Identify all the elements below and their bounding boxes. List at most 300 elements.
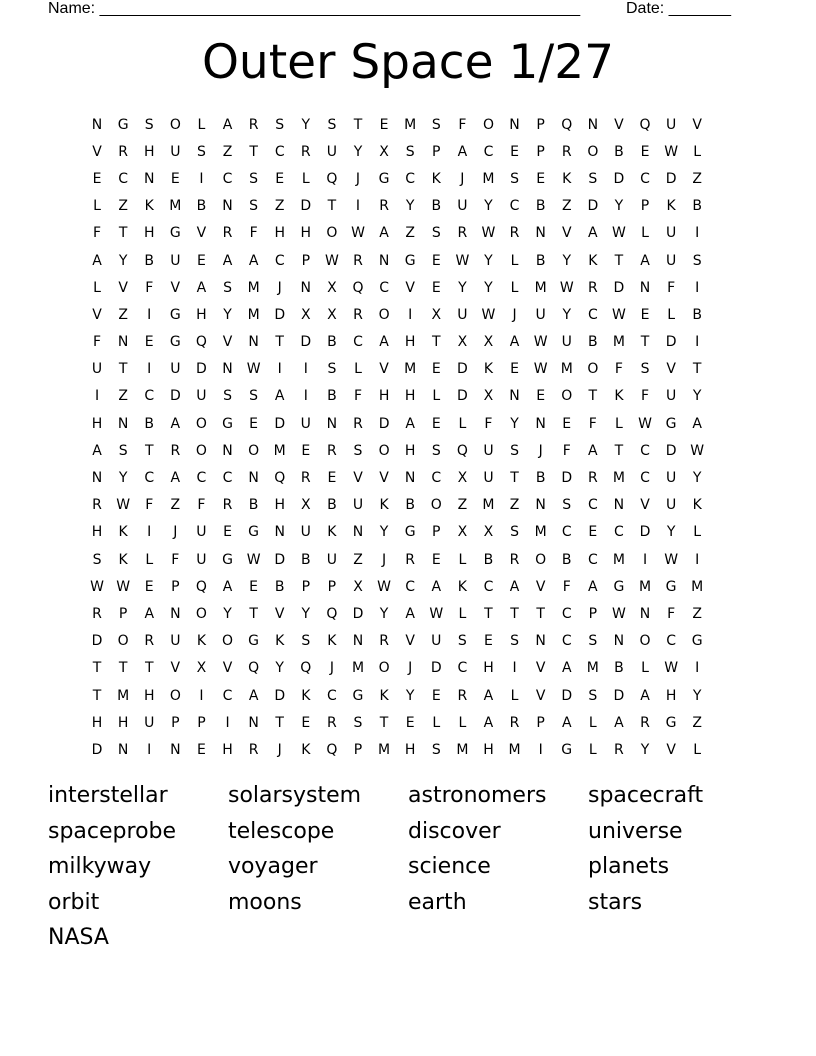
grid-letter[interactable]: I <box>408 306 413 323</box>
grid-letter[interactable]: L <box>432 714 441 731</box>
grid-letter[interactable]: M <box>404 361 417 378</box>
grid-letter[interactable]: T <box>510 470 519 487</box>
grid-letter[interactable]: O <box>639 633 651 650</box>
grid-letter[interactable]: A <box>274 388 285 405</box>
grid-letter[interactable]: P <box>171 578 180 595</box>
grid-letter[interactable]: S <box>431 741 441 758</box>
grid-letter[interactable]: T <box>692 361 702 378</box>
grid-letter[interactable]: R <box>118 143 128 160</box>
grid-letter[interactable]: H <box>143 687 155 704</box>
grid-letter[interactable]: W <box>690 442 705 459</box>
grid-letter[interactable]: U <box>196 524 207 541</box>
grid-letter[interactable]: I <box>147 361 152 378</box>
grid-letter[interactable]: S <box>510 633 519 650</box>
grid-letter[interactable]: R <box>248 741 259 758</box>
grid-letter[interactable]: Z <box>457 497 468 514</box>
grid-letter[interactable]: F <box>353 388 363 405</box>
grid-letter[interactable]: S <box>223 388 232 405</box>
grid-letter[interactable]: G <box>222 415 233 432</box>
grid-letter[interactable]: O <box>195 605 207 622</box>
grid-letter[interactable]: S <box>249 198 259 215</box>
grid-letter[interactable]: W <box>612 605 626 622</box>
grid-letter[interactable]: A <box>561 714 572 731</box>
grid-letter[interactable]: C <box>196 470 207 487</box>
grid-letter[interactable]: N <box>117 334 129 351</box>
grid-letter[interactable]: K <box>196 633 207 650</box>
grid-letter[interactable]: A <box>588 225 598 242</box>
grid-letter[interactable]: Z <box>170 497 181 514</box>
grid-letter[interactable]: U <box>483 442 494 459</box>
grid-letter[interactable]: N <box>143 170 155 187</box>
grid-letter[interactable]: S <box>275 116 285 133</box>
grid-letter[interactable]: R <box>561 143 572 160</box>
grid-letter[interactable]: M <box>508 741 521 758</box>
grid-letter[interactable]: Q <box>326 170 338 187</box>
grid-letter[interactable]: E <box>249 415 259 432</box>
grid-letter[interactable]: X <box>379 143 389 160</box>
grid-letter[interactable]: V <box>274 605 285 622</box>
grid-letter[interactable]: A <box>170 415 181 432</box>
grid-letter[interactable]: V <box>379 361 389 378</box>
grid-letter[interactable]: V <box>666 361 676 378</box>
grid-letter[interactable]: D <box>196 361 207 378</box>
grid-letter[interactable]: G <box>561 741 573 758</box>
grid-letter[interactable]: B <box>327 497 337 514</box>
grid-letter[interactable]: L <box>588 714 597 731</box>
grid-letter[interactable]: D <box>378 415 390 432</box>
grid-letter[interactable]: L <box>197 116 206 133</box>
grid-letter[interactable]: A <box>588 442 598 459</box>
grid-letter[interactable]: X <box>483 334 494 351</box>
grid-letter[interactable]: B <box>144 415 155 432</box>
grid-letter[interactable]: E <box>144 578 154 595</box>
grid-letter[interactable]: X <box>483 524 494 541</box>
grid-letter[interactable]: L <box>693 741 702 758</box>
grid-letter[interactable]: H <box>91 524 103 541</box>
grid-letter[interactable]: G <box>117 116 129 133</box>
grid-letter[interactable]: I <box>147 306 152 323</box>
grid-letter[interactable]: O <box>195 415 207 432</box>
grid-letter[interactable]: S <box>431 442 441 459</box>
grid-letter[interactable]: W <box>612 225 626 242</box>
grid-letter[interactable]: B <box>196 198 207 215</box>
grid-letter[interactable]: C <box>274 252 285 269</box>
grid-letter[interactable]: Y <box>223 306 232 323</box>
grid-letter[interactable]: I <box>277 361 282 378</box>
grid-letter[interactable]: A <box>248 252 259 269</box>
grid-letter[interactable]: M <box>560 361 573 378</box>
grid-letter[interactable]: E <box>510 143 519 160</box>
grid-letter[interactable]: Z <box>509 497 520 514</box>
grid-letter[interactable]: I <box>303 388 308 405</box>
grid-letter[interactable]: A <box>222 578 233 595</box>
grid-letter[interactable]: C <box>509 198 520 215</box>
grid-letter[interactable]: U <box>300 415 311 432</box>
grid-letter[interactable]: S <box>457 633 467 650</box>
grid-letter[interactable]: N <box>639 605 651 622</box>
grid-letter[interactable]: D <box>665 442 677 459</box>
grid-letter[interactable]: K <box>483 361 494 378</box>
grid-letter[interactable]: G <box>665 415 677 432</box>
grid-letter[interactable]: A <box>692 415 702 432</box>
grid-letter[interactable]: Y <box>301 605 311 622</box>
grid-letter[interactable]: S <box>301 633 311 650</box>
grid-letter[interactable]: A <box>561 660 572 677</box>
grid-letter[interactable]: T <box>588 388 598 405</box>
grid-letter[interactable]: N <box>91 116 103 133</box>
grid-letter[interactable]: G <box>169 306 181 323</box>
grid-letter[interactable]: N <box>248 470 259 487</box>
grid-letter[interactable]: A <box>222 116 233 133</box>
grid-letter[interactable]: A <box>509 578 520 595</box>
grid-letter[interactable]: N <box>378 252 390 269</box>
grid-letter[interactable]: W <box>664 551 679 568</box>
grid-letter[interactable]: C <box>222 170 233 187</box>
grid-letter[interactable]: W <box>246 551 261 568</box>
grid-letter[interactable]: R <box>222 497 233 514</box>
grid-letter[interactable]: C <box>561 633 572 650</box>
grid-letter[interactable]: X <box>301 306 311 323</box>
grid-letter[interactable]: A <box>457 143 468 160</box>
grid-letter[interactable]: A <box>640 687 650 704</box>
grid-letter[interactable]: A <box>405 605 415 622</box>
grid-letter[interactable]: F <box>667 279 676 296</box>
grid-letter[interactable]: U <box>561 334 572 351</box>
grid-letter[interactable]: F <box>145 279 154 296</box>
grid-letter[interactable]: U <box>196 551 207 568</box>
grid-letter[interactable]: Z <box>118 306 128 323</box>
grid-letter[interactable]: L <box>458 415 467 432</box>
grid-letter[interactable]: P <box>536 714 545 731</box>
grid-letter[interactable]: K <box>327 524 337 541</box>
grid-letter[interactable]: K <box>144 198 154 215</box>
grid-letter[interactable]: A <box>509 334 520 351</box>
grid-letter[interactable]: W <box>116 578 131 595</box>
grid-letter[interactable]: V <box>614 116 624 133</box>
grid-letter[interactable]: E <box>431 415 441 432</box>
grid-letter[interactable]: H <box>404 388 416 405</box>
grid-letter[interactable]: Y <box>692 470 702 487</box>
grid-letter[interactable]: X <box>457 524 468 541</box>
grid-letter[interactable]: N <box>117 415 129 432</box>
grid-letter[interactable]: S <box>196 143 206 160</box>
grid-letter[interactable]: L <box>510 687 519 704</box>
grid-letter[interactable]: E <box>405 714 415 731</box>
grid-letter[interactable]: Y <box>484 198 493 215</box>
grid-letter[interactable]: S <box>118 442 128 459</box>
grid-letter[interactable]: U <box>665 252 677 269</box>
grid-letter[interactable]: K <box>431 170 441 187</box>
grid-letter[interactable]: F <box>197 497 206 514</box>
grid-letter[interactable]: S <box>431 225 441 242</box>
grid-letter[interactable]: P <box>536 143 545 160</box>
grid-letter[interactable]: L <box>510 252 519 269</box>
grid-letter[interactable]: V <box>535 660 546 677</box>
grid-letter[interactable]: K <box>379 497 389 514</box>
grid-letter[interactable]: N <box>613 633 625 650</box>
grid-letter[interactable]: U <box>665 497 677 514</box>
grid-letter[interactable]: O <box>378 442 390 459</box>
grid-letter[interactable]: E <box>301 714 311 731</box>
grid-letter[interactable]: C <box>614 524 624 541</box>
grid-letter[interactable]: D <box>274 687 286 704</box>
grid-letter[interactable]: S <box>510 524 519 541</box>
grid-letter[interactable]: Z <box>118 388 128 405</box>
grid-letter[interactable]: K <box>588 252 598 269</box>
grid-letter[interactable]: A <box>483 714 494 731</box>
grid-letter[interactable]: T <box>510 605 519 622</box>
grid-letter[interactable]: P <box>640 198 650 215</box>
grid-letter[interactable]: R <box>222 225 233 242</box>
grid-letter[interactable]: N <box>274 524 285 541</box>
grid-letter[interactable]: B <box>692 306 702 323</box>
grid-letter[interactable]: Y <box>692 388 702 405</box>
grid-letter[interactable]: V <box>379 470 389 487</box>
grid-letter[interactable]: V <box>561 225 572 242</box>
grid-letter[interactable]: J <box>460 170 465 187</box>
grid-letter[interactable]: U <box>457 198 468 215</box>
grid-letter[interactable]: E <box>196 252 206 269</box>
grid-letter[interactable]: R <box>300 143 311 160</box>
grid-letter[interactable]: T <box>249 143 258 160</box>
grid-letter[interactable]: D <box>665 170 677 187</box>
grid-letter[interactable]: B <box>274 578 285 595</box>
grid-letter[interactable]: O <box>169 687 181 704</box>
grid-letter[interactable]: E <box>379 116 389 133</box>
grid-letter[interactable]: M <box>691 578 704 595</box>
grid-letter[interactable]: L <box>693 143 702 160</box>
grid-letter[interactable]: T <box>92 687 102 704</box>
name-field[interactable]: Name: ______________________________________________________ <box>48 0 581 17</box>
grid-letter[interactable]: K <box>666 198 676 215</box>
grid-letter[interactable]: Y <box>301 116 311 133</box>
grid-letter[interactable]: Q <box>195 578 207 595</box>
grid-letter[interactable]: F <box>614 361 623 378</box>
grid-letter[interactable]: S <box>144 116 154 133</box>
grid-letter[interactable]: R <box>457 687 468 704</box>
grid-letter[interactable]: N <box>404 470 416 487</box>
grid-letter[interactable]: H <box>483 741 494 758</box>
grid-letter[interactable]: H <box>91 714 103 731</box>
grid-letter[interactable]: E <box>92 170 102 187</box>
grid-letter[interactable]: P <box>432 524 441 541</box>
grid-letter[interactable]: R <box>509 225 520 242</box>
grid-letter[interactable]: U <box>326 143 338 160</box>
grid-letter[interactable]: V <box>535 578 546 595</box>
grid-letter[interactable]: O <box>222 633 234 650</box>
grid-letter[interactable]: C <box>118 170 129 187</box>
grid-letter[interactable]: C <box>405 170 416 187</box>
grid-letter[interactable]: N <box>300 279 312 296</box>
grid-letter[interactable]: V <box>535 687 546 704</box>
grid-letter[interactable]: J <box>382 551 387 568</box>
grid-letter[interactable]: F <box>93 334 102 351</box>
grid-letter[interactable]: T <box>144 442 154 459</box>
grid-letter[interactable]: W <box>664 660 679 677</box>
grid-letter[interactable]: A <box>196 279 207 296</box>
grid-letter[interactable]: X <box>353 578 363 595</box>
grid-letter[interactable]: Z <box>692 714 702 731</box>
grid-letter[interactable]: R <box>353 415 363 432</box>
grid-letter[interactable]: Z <box>118 198 128 215</box>
grid-letter[interactable]: R <box>144 633 155 650</box>
grid-letter[interactable]: C <box>431 470 442 487</box>
grid-letter[interactable]: Z <box>692 605 702 622</box>
grid-letter[interactable]: B <box>535 198 546 215</box>
grid-letter[interactable]: D <box>456 361 468 378</box>
grid-letter[interactable]: Q <box>561 116 573 133</box>
grid-letter[interactable]: B <box>431 198 442 215</box>
grid-letter[interactable]: W <box>116 497 131 514</box>
grid-letter[interactable]: E <box>640 306 650 323</box>
grid-letter[interactable]: I <box>695 334 700 351</box>
grid-letter[interactable]: S <box>353 714 363 731</box>
grid-letter[interactable]: I <box>642 551 648 568</box>
grid-letter[interactable]: M <box>247 279 260 296</box>
grid-letter[interactable]: W <box>612 306 626 323</box>
grid-letter[interactable]: C <box>483 143 494 160</box>
grid-letter[interactable]: T <box>118 361 128 378</box>
grid-letter[interactable]: P <box>301 578 311 595</box>
grid-letter[interactable]: M <box>351 660 365 677</box>
grid-letter[interactable]: G <box>378 170 390 187</box>
grid-letter[interactable]: A <box>248 687 259 704</box>
grid-letter[interactable]: S <box>640 361 650 378</box>
grid-letter[interactable]: O <box>248 442 260 459</box>
grid-letter[interactable]: M <box>586 660 599 677</box>
grid-letter[interactable]: O <box>169 116 181 133</box>
grid-letter[interactable]: W <box>638 415 652 432</box>
grid-letter[interactable]: E <box>431 252 441 269</box>
grid-letter[interactable]: T <box>614 252 624 269</box>
grid-letter[interactable]: D <box>613 279 625 296</box>
grid-letter[interactable]: H <box>143 143 155 160</box>
grid-letter[interactable]: V <box>92 306 102 323</box>
grid-letter[interactable]: D <box>561 470 573 487</box>
grid-letter[interactable]: A <box>614 714 624 731</box>
grid-letter[interactable]: L <box>693 524 702 541</box>
grid-letter[interactable]: S <box>353 442 363 459</box>
grid-letter[interactable]: I <box>695 660 700 677</box>
grid-letter[interactable]: S <box>588 687 598 704</box>
grid-letter[interactable]: B <box>405 497 415 514</box>
grid-letter[interactable]: V <box>222 334 233 351</box>
grid-letter[interactable]: Z <box>274 198 285 215</box>
grid-letter[interactable]: K <box>614 388 624 405</box>
grid-letter[interactable]: H <box>274 497 285 514</box>
grid-letter[interactable]: O <box>561 388 573 405</box>
grid-letter[interactable]: F <box>249 225 258 242</box>
grid-letter[interactable]: R <box>509 714 520 731</box>
grid-letter[interactable]: O <box>430 497 442 514</box>
grid-letter[interactable]: X <box>327 306 337 323</box>
grid-letter[interactable]: V <box>170 279 181 296</box>
grid-letter[interactable]: X <box>483 388 494 405</box>
grid-letter[interactable]: F <box>145 497 154 514</box>
grid-letter[interactable]: O <box>482 116 494 133</box>
grid-letter[interactable]: E <box>431 361 441 378</box>
grid-letter[interactable]: C <box>587 306 598 323</box>
grid-letter[interactable]: I <box>512 660 517 677</box>
grid-letter[interactable]: B <box>614 660 624 677</box>
grid-letter[interactable]: U <box>170 633 181 650</box>
grid-letter[interactable]: R <box>379 633 389 650</box>
grid-letter[interactable]: R <box>248 116 259 133</box>
grid-letter[interactable]: H <box>143 225 155 242</box>
grid-letter[interactable]: R <box>509 551 520 568</box>
grid-letter[interactable]: T <box>249 605 258 622</box>
grid-letter[interactable]: U <box>665 225 677 242</box>
grid-letter[interactable]: E <box>431 279 441 296</box>
grid-letter[interactable]: M <box>612 334 625 351</box>
date-field[interactable]: Date: _______ <box>626 0 731 17</box>
grid-letter[interactable]: U <box>170 252 181 269</box>
grid-letter[interactable]: M <box>378 741 391 758</box>
grid-letter[interactable]: M <box>612 551 625 568</box>
grid-letter[interactable]: M <box>456 741 469 758</box>
grid-letter[interactable]: B <box>588 334 598 351</box>
grid-letter[interactable]: M <box>273 442 286 459</box>
grid-letter[interactable]: W <box>377 578 391 595</box>
grid-letter[interactable]: U <box>665 388 677 405</box>
grid-letter[interactable]: P <box>432 143 441 160</box>
grid-letter[interactable]: Y <box>614 198 624 215</box>
grid-letter[interactable]: C <box>640 442 650 459</box>
grid-letter[interactable]: A <box>431 578 442 595</box>
grid-letter[interactable]: A <box>222 252 233 269</box>
grid-letter[interactable]: H <box>404 334 416 351</box>
grid-letter[interactable]: D <box>430 660 442 677</box>
grid-letter[interactable]: T <box>275 714 284 731</box>
grid-letter[interactable]: R <box>587 279 598 296</box>
grid-letter[interactable]: L <box>458 605 467 622</box>
grid-letter[interactable]: Y <box>692 687 702 704</box>
grid-letter[interactable]: G <box>169 334 181 351</box>
grid-letter[interactable]: E <box>431 551 441 568</box>
grid-letter[interactable]: C <box>222 687 233 704</box>
grid-letter[interactable]: V <box>666 741 676 758</box>
grid-letter[interactable]: N <box>91 470 103 487</box>
grid-letter[interactable]: I <box>695 279 700 296</box>
grid-letter[interactable]: J <box>329 660 334 677</box>
grid-letter[interactable]: R <box>587 470 598 487</box>
grid-letter[interactable]: U <box>91 361 103 378</box>
grid-letter[interactable]: C <box>561 605 572 622</box>
grid-letter[interactable]: M <box>534 524 547 541</box>
grid-letter[interactable]: K <box>118 524 128 541</box>
grid-letter[interactable]: C <box>274 143 285 160</box>
grid-letter[interactable]: E <box>223 524 232 541</box>
grid-letter[interactable]: G <box>222 551 233 568</box>
grid-letter[interactable]: T <box>327 198 337 215</box>
grid-letter[interactable]: Y <box>484 252 493 269</box>
grid-letter[interactable]: K <box>301 687 311 704</box>
grid-letter[interactable]: N <box>248 334 259 351</box>
grid-letter[interactable]: U <box>665 116 677 133</box>
grid-letter[interactable]: G <box>613 578 625 595</box>
grid-letter[interactable]: L <box>93 198 101 215</box>
grid-letter[interactable]: K <box>275 633 285 650</box>
grid-letter[interactable]: D <box>639 524 651 541</box>
grid-letter[interactable]: B <box>692 198 702 215</box>
grid-letter[interactable]: C <box>483 578 494 595</box>
grid-letter[interactable]: L <box>458 714 467 731</box>
grid-letter[interactable]: U <box>196 388 207 405</box>
grid-letter[interactable]: U <box>535 306 546 323</box>
grid-letter[interactable]: F <box>484 415 493 432</box>
grid-letter[interactable]: U <box>170 143 181 160</box>
grid-letter[interactable]: X <box>457 334 468 351</box>
